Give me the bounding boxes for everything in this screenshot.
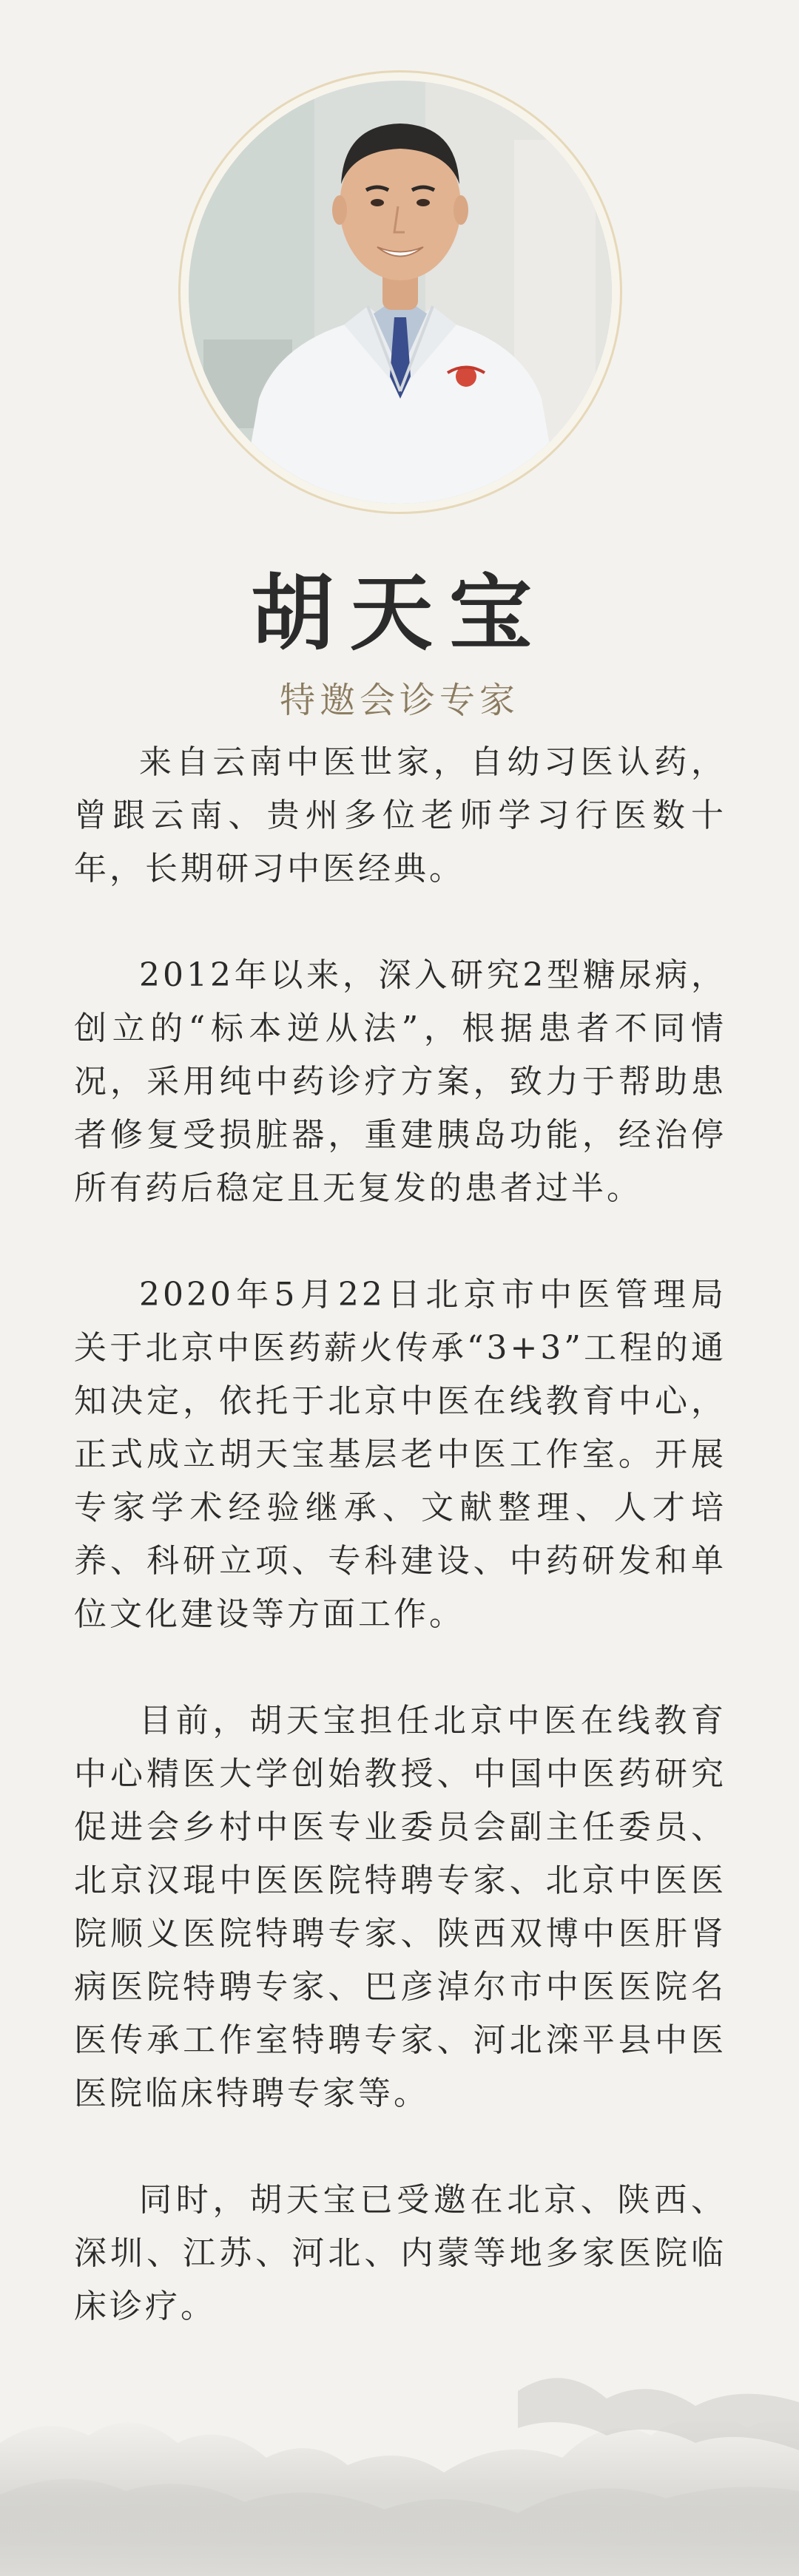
portrait-frame — [178, 70, 622, 514]
doctor-name: 胡天宝 — [251, 565, 548, 662]
bio-paragraph-3: 2020年5月22日北京市中医管理局关于北京中医药薪火传承“3+3”工程的通知决定，依托于北京中医在线教育中心，正式成立胡天宝基层老中医工作室。开展专家学术经验继承、文献整理、人才培养、科研立项、专科建设、中药研发和单位文化建设等方面工作。 — [74, 1276, 726, 1633]
doctor-portrait — [189, 81, 612, 504]
bio-paragraph-5: 同时，胡天宝已受邀在北京、陕西、深圳、江苏、河北、内蒙等地多家医院临床诊疗。 — [74, 2181, 726, 2325]
bio-paragraph-1: 来自云南中医世家，自幼习医认药，曾跟云南、贵州多位老师学习行医数十年，长期研习中医经典。 — [74, 743, 726, 888]
biography — [74, 736, 726, 2387]
bio-paragraph-2: 2012年以来，深入研究2型糖尿病，创立的“标本逆从法”，根据患者不同情况，采用纯中药诊疗方案，致力于帮助患者修复受损脏器，重建胰岛功能，经治停所有药后稳定且无复发的患者过半。 — [74, 956, 726, 1207]
bio-paragraph-4: 目前，胡天宝担任北京中医在线教育中心精医大学创始教授、中国中医药研究促进会乡村中医专业委员会副主任委员、北京汉琨中医医院特聘专家、北京中医医院顺义医院特聘专家、陕西双博中医肝肾病医院特聘专家、巴彦淖尔市中医医院名医传承工作室特聘专家、河北滦平县中医医院临床特聘专家等。 — [74, 1702, 726, 2112]
doctor-title: 特邀会诊专家 — [279, 680, 519, 721]
